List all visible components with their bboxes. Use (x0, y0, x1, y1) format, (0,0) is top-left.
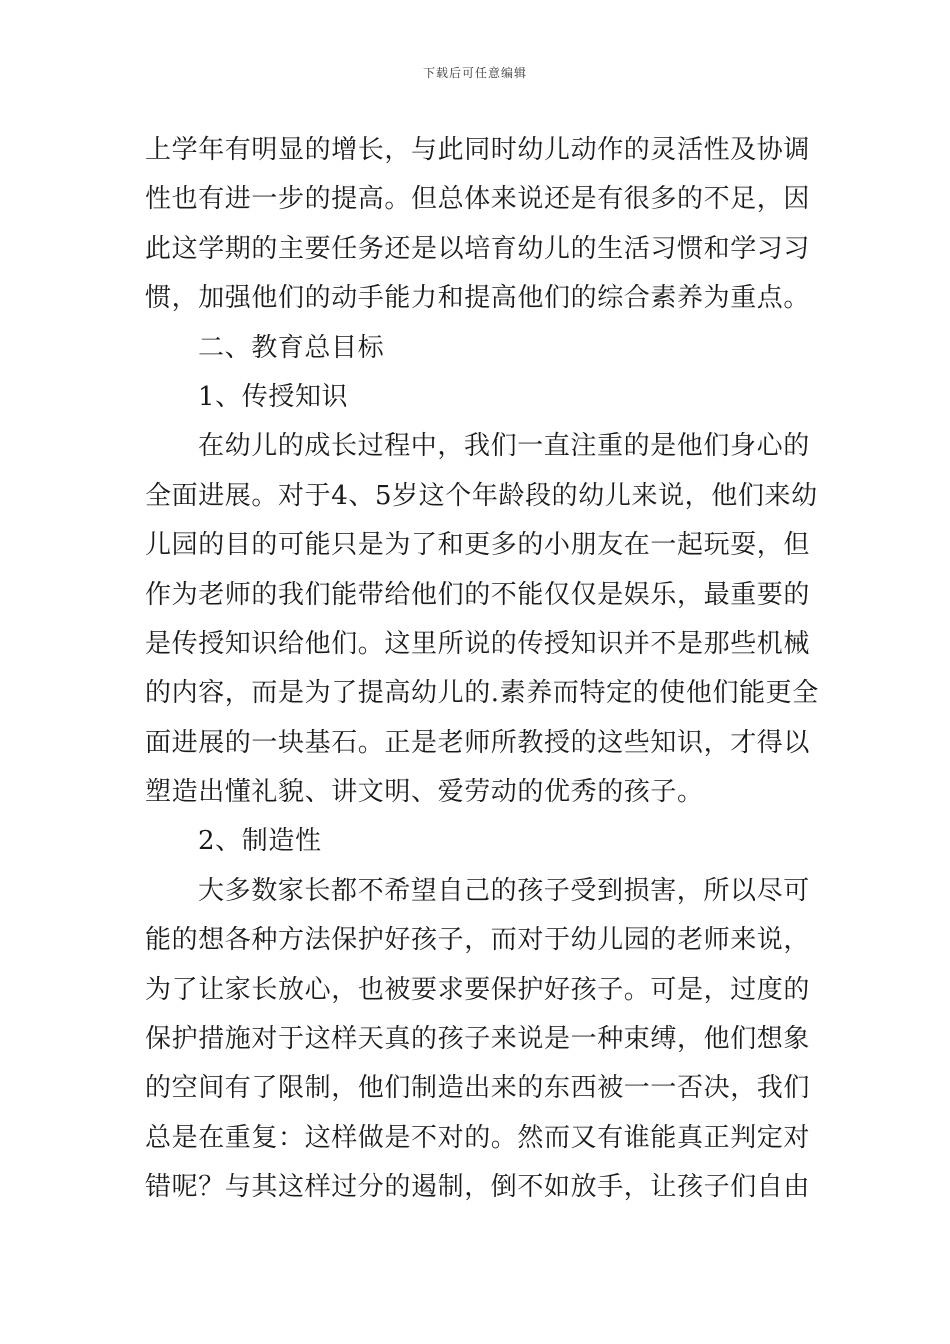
page-header-note: 下载后可任意编辑 (422, 66, 527, 80)
text-line: 面进展的一块基石。正是老师所教授的这些知识，才得以 (145, 727, 811, 758)
text-line: 能的想各种方法保护好孩子，而对于幼儿园的老师来说， (145, 925, 811, 956)
text-line: 总是在重复：这样做是不对的。然而又有谁能真正判定对 (145, 1122, 811, 1153)
text-line: 为了让家长放心，也被要求要保护好孩子。可是，过度的 (145, 974, 811, 1005)
text-line: 全面进展。对于4、5岁这个年龄段的幼儿来说，他们来幼 (145, 480, 818, 511)
text-line: 保护措施对于这样天真的孩子来说是一种束缚，他们想象 (145, 1024, 811, 1055)
subsection-heading: 1、传授知识 (198, 381, 349, 412)
text-line: 大多数家长都不希望自己的孩子受到损害，所以尽可 (198, 875, 810, 906)
text-line: 性也有进一步的提高。但总体来说还是有很多的不足，因 (145, 184, 811, 215)
text-line: 惯，加强他们的动手能力和提高他们的综合素养为重点。 (145, 283, 811, 314)
text-line: 是传授知识给他们。这里所说的传授知识并不是那些机械 (145, 628, 811, 659)
text-line: 的空间有了限制，他们制造出来的东西被一一否决，我们 (145, 1073, 811, 1104)
text-line: 在幼儿的成长过程中，我们一直注重的是他们身心的 (198, 431, 810, 462)
text-line: 作为老师的我们能带给他们的不能仅仅是娱乐，最重要的 (145, 579, 811, 610)
subsection-heading: 2、制造性 (198, 826, 322, 857)
text-line: 此这学期的主要任务还是以培育幼儿的生活习惯和学习习 (145, 233, 811, 264)
text-line: 上学年有明显的增长，与此同时幼儿动作的灵活性及协调 (145, 135, 811, 165)
text-line: 儿园的目的可能只是为了和更多的小朋友在一起玩耍，但 (145, 530, 811, 561)
document-body (145, 126, 819, 1213)
text-line: 的内容，而是为了提高幼儿的.素养而特定的使他们能更全 (145, 678, 819, 709)
text-line: 错呢？与其这样过分的遏制，倒不如放手，让孩子们自由 (145, 1172, 811, 1203)
text-line: 塑造出懂礼貌、讲文明、爱劳动的优秀的孩子。 (145, 777, 704, 808)
section-heading: 二、教育总目标 (198, 332, 385, 363)
